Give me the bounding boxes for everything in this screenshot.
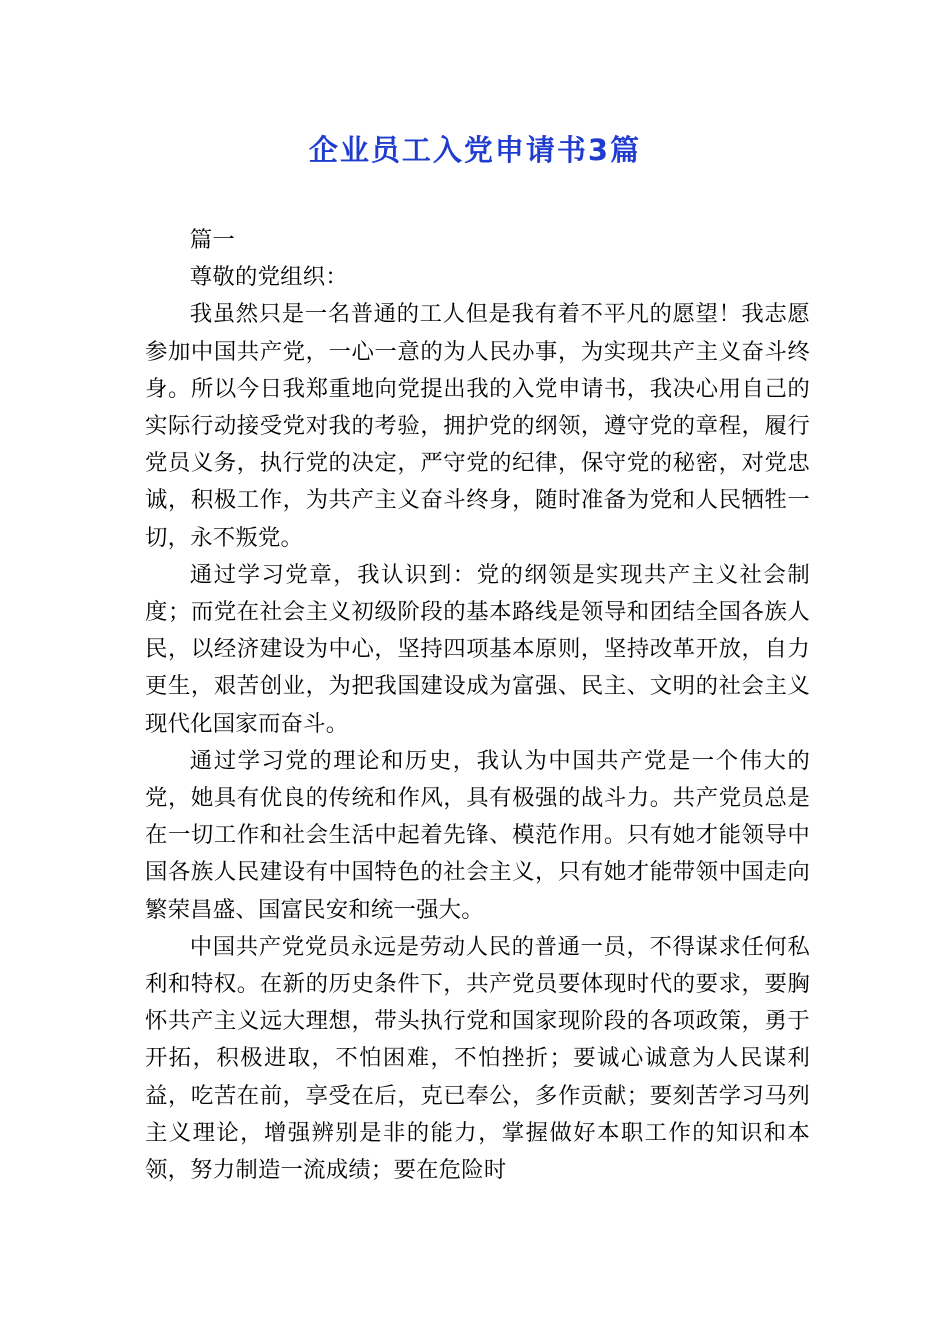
document-body — [145, 222, 810, 1189]
section-label: 篇一 — [189, 227, 235, 253]
paragraph-1: 我虽然只是一名普通的工人但是我有着不平凡的愿望！我志愿参加中国共产党，一心一意的为人民办事，为实现共产主义奋斗终身。所以今日我郑重地向党提出我的入党申请书，我决心用自己的实际行动接受党对我的考验，拥护党的纲领，遵守党的章程，履行党员义务，执行党的决定，严守党的纪律，保守党的秘密，对党忠诚，积极工作，为共产主义奋斗终身，随时准备为党和人民牺牲一切，永不叛党。 — [145, 301, 810, 551]
paragraph-4: 中国共产党党员永远是劳动人民的普通一员，不得谋求任何私利和特权。在新的历史条件下，共产党员要体现时代的要求，要胸怀共产主义远大理想，带头执行党和国家现阶段的各项政策，勇于开拓，积极进取，不怕困难，不怕挫折；要诚心诚意为人民谋利益，吃苦在前，享受在后，克已奉公，多作贡献；要刻苦学习马列主义理论，增强辨别是非的能力，掌握做好本职工作的知识和本领，努力制造一流成绩；要在危险时 — [145, 933, 810, 1184]
salutation: 尊敬的党组织： — [189, 264, 348, 291]
paragraph-3: 通过学习党的理论和历史，我认为中国共产党是一个伟大的党，她具有优良的传统和作风，具有极强的战斗力。共产党员总是在一切工作和社会生活中起着先锋、模范作用。只有她才能领导中国各族人民建设有中国特色的社会主义，只有她才能带领中国走向繁荣昌盛、国富民安和统一强大。 — [145, 747, 810, 923]
document-title: 企业员工入党申请书3篇 — [308, 133, 642, 167]
paragraph-2: 通过学习党章，我认识到：党的纲领是实现共产主义社会制度；而党在社会主义初级阶段的基本路线是领导和团结全国各族人民，以经济建设为中心，坚持四项基本原则，坚持改革开放，自力更生，艰苦创业，为把我国建设成为富强、民主、文明的社会主义现代化国家而奋斗。 — [145, 561, 810, 737]
